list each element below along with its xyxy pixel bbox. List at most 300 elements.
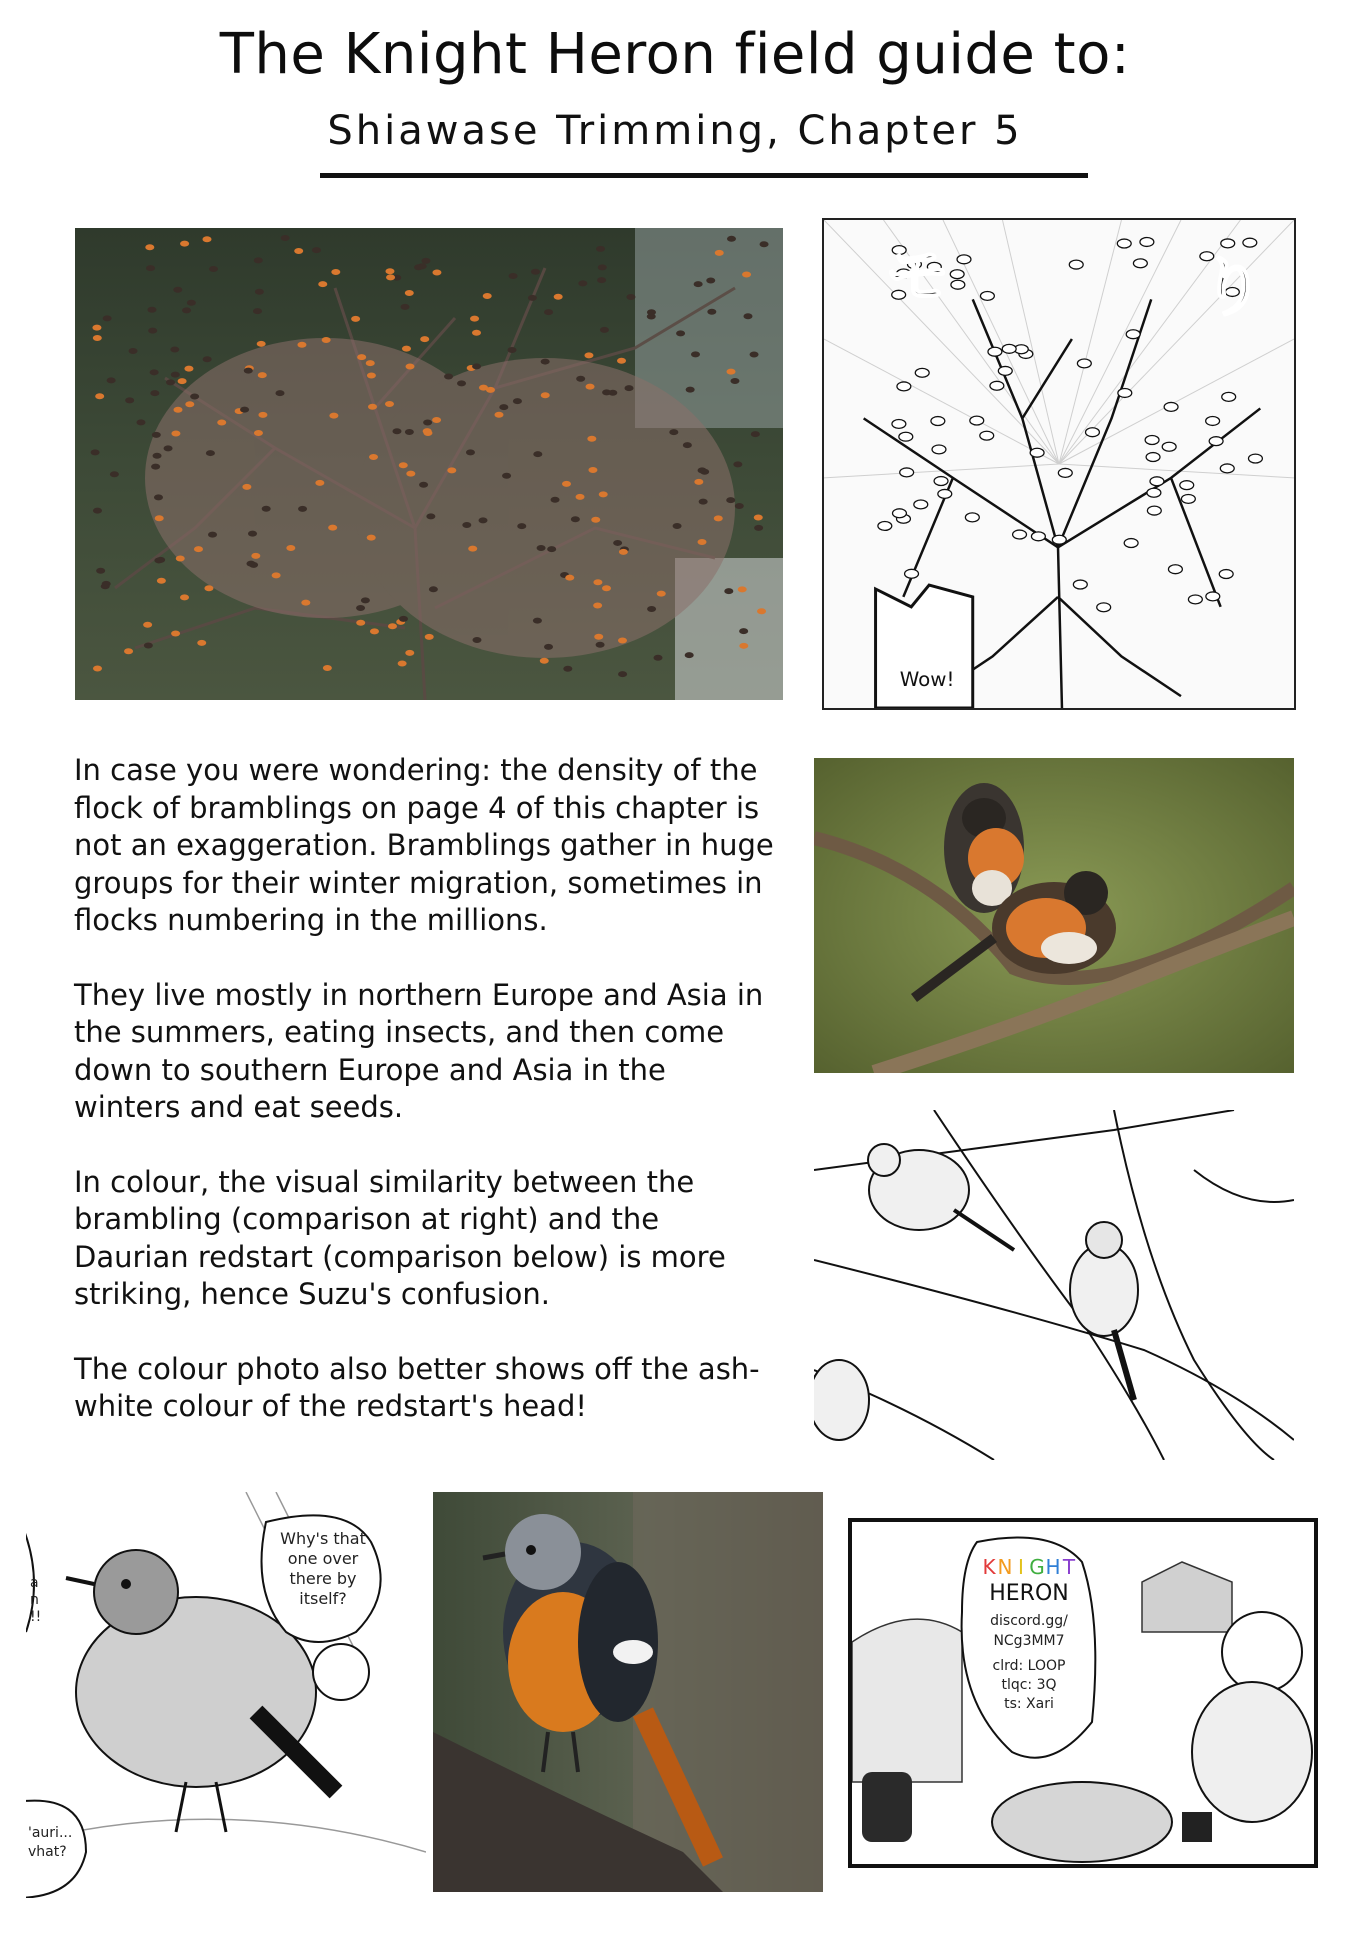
flock-bird bbox=[152, 432, 161, 438]
flock-bird bbox=[173, 287, 182, 293]
flock-bird bbox=[617, 358, 626, 364]
flock-bird bbox=[154, 494, 163, 500]
svg-text:Why's that: Why's that bbox=[280, 1529, 366, 1548]
manga-bird bbox=[1150, 477, 1164, 486]
flock-bird bbox=[619, 549, 628, 555]
flock-bird bbox=[254, 430, 263, 436]
edge-text-dauri: 'auri... bbox=[28, 1825, 73, 1841]
flock-bird bbox=[421, 258, 430, 264]
flock-bird bbox=[540, 658, 549, 664]
manga-bird bbox=[932, 445, 946, 454]
manga-bird bbox=[1206, 592, 1220, 601]
flock-bird bbox=[594, 634, 603, 640]
flock-bird bbox=[715, 250, 724, 256]
flock-bird bbox=[602, 585, 611, 591]
flock-bird bbox=[537, 545, 546, 551]
flock-bird bbox=[760, 241, 769, 247]
manga-bird bbox=[1147, 506, 1161, 515]
flock-bird bbox=[176, 556, 185, 562]
flock-bird bbox=[669, 429, 678, 435]
flock-bird bbox=[468, 546, 477, 552]
manga-bird bbox=[1086, 428, 1100, 437]
flock-bird bbox=[707, 309, 716, 315]
flock-bird bbox=[565, 575, 574, 581]
flock-bird bbox=[700, 469, 709, 475]
flock-bird bbox=[323, 665, 332, 671]
flock-bird bbox=[508, 347, 517, 353]
flock-bird bbox=[472, 363, 481, 369]
knight-letter: H bbox=[1045, 1555, 1061, 1579]
flock-bird bbox=[541, 392, 550, 398]
flock-bird bbox=[331, 269, 340, 275]
manga-bird bbox=[1164, 402, 1178, 411]
manga-bird bbox=[897, 382, 911, 391]
manga-bird bbox=[1124, 539, 1138, 548]
flock-bird bbox=[386, 274, 395, 280]
flock-bird bbox=[735, 503, 744, 509]
flock-bird bbox=[551, 497, 560, 503]
flock-bird bbox=[281, 235, 290, 241]
flock-bird bbox=[368, 404, 377, 410]
flock-bird bbox=[528, 295, 537, 301]
manga-bird bbox=[1220, 464, 1234, 473]
flock-bird bbox=[626, 294, 635, 300]
flock-bird bbox=[185, 401, 194, 407]
manga-bird bbox=[980, 431, 994, 440]
flock-bird bbox=[647, 606, 656, 612]
svg-text:there by: there by bbox=[289, 1569, 357, 1588]
flock-bird bbox=[107, 377, 116, 383]
flock-bird bbox=[91, 449, 100, 455]
flock-bird bbox=[101, 583, 110, 589]
sfx-ri: り bbox=[1200, 250, 1265, 325]
manga-bird bbox=[1030, 448, 1044, 457]
credits-panel bbox=[848, 1518, 1318, 1868]
manga-bird bbox=[1069, 260, 1083, 269]
wow-bubble-text: Wow! bbox=[899, 668, 955, 692]
flock-bird bbox=[598, 264, 607, 270]
flock-bird bbox=[370, 628, 379, 634]
flock-bird bbox=[499, 404, 508, 410]
flock-bird bbox=[406, 364, 415, 370]
flock-bird bbox=[727, 369, 736, 375]
paragraph-colour-photo: The colour photo also better shows off the ash-white colour of the redstart's head! bbox=[74, 1351, 760, 1423]
flock-bird bbox=[153, 453, 162, 459]
flock-bird bbox=[406, 471, 415, 477]
flock-bird bbox=[190, 394, 199, 400]
manga-bird bbox=[1180, 481, 1194, 490]
flock-bird bbox=[402, 346, 411, 352]
manga-bird bbox=[1097, 603, 1111, 612]
manga-redstart-panel bbox=[26, 1492, 426, 1898]
flock-bird bbox=[673, 523, 682, 529]
flock-bird bbox=[657, 591, 666, 597]
title-underline bbox=[320, 173, 1088, 178]
flock-bird bbox=[298, 506, 307, 512]
flock-bird bbox=[426, 513, 435, 519]
flock-bird bbox=[472, 330, 481, 336]
svg-text:itself?: itself? bbox=[299, 1589, 347, 1608]
manga-bird bbox=[1188, 595, 1202, 604]
manga-bird bbox=[1013, 530, 1027, 539]
edge-text-exclaim: !! bbox=[30, 1609, 42, 1625]
flock-bird bbox=[197, 640, 206, 646]
flock-bird bbox=[502, 473, 511, 479]
knight-letter: K bbox=[982, 1555, 996, 1579]
flock-bird bbox=[733, 461, 742, 467]
flock-bird bbox=[356, 605, 365, 611]
flock-bird bbox=[171, 372, 180, 378]
manga-bird bbox=[878, 521, 892, 530]
flock-bird bbox=[694, 479, 703, 485]
flock-bird bbox=[398, 661, 407, 667]
flock-bird bbox=[301, 600, 310, 606]
flock-bird bbox=[698, 539, 707, 545]
flock-bird bbox=[166, 379, 175, 385]
brambling-bird-back bbox=[944, 783, 1024, 913]
flock-bird bbox=[444, 374, 453, 380]
manga-bird bbox=[965, 513, 979, 522]
flock-bird bbox=[171, 631, 180, 637]
flock-bird bbox=[578, 280, 587, 286]
flock-bird bbox=[576, 494, 585, 500]
flock-bird bbox=[203, 356, 212, 362]
manga-bird bbox=[1168, 565, 1182, 574]
flock-bird bbox=[366, 360, 375, 366]
flock-bird bbox=[322, 337, 331, 343]
brambling-flock-photo bbox=[75, 228, 783, 700]
flock-bird bbox=[596, 246, 605, 252]
flock-bird bbox=[367, 535, 376, 541]
flock-bird bbox=[312, 247, 321, 253]
flock-bird bbox=[587, 436, 596, 442]
flock-bird bbox=[739, 628, 748, 634]
flock-bird bbox=[739, 643, 748, 649]
flock-bird bbox=[714, 515, 723, 521]
knight-letter: N bbox=[997, 1555, 1013, 1579]
flock-bird bbox=[388, 623, 397, 629]
flock-bird bbox=[151, 464, 160, 470]
flock-bird bbox=[429, 586, 438, 592]
flock-bird bbox=[730, 378, 739, 384]
flock-bird bbox=[155, 515, 164, 521]
flock-bird bbox=[187, 300, 196, 306]
flock-bird bbox=[206, 450, 215, 456]
flock-bird bbox=[588, 467, 597, 473]
manga-bird bbox=[893, 509, 907, 518]
flock-bird bbox=[357, 354, 366, 360]
flock-bird bbox=[93, 508, 102, 514]
flock-bird bbox=[399, 616, 408, 622]
flock-bird bbox=[178, 378, 187, 384]
flock-bird bbox=[170, 347, 179, 353]
flock-bird bbox=[95, 393, 104, 399]
flock-bird bbox=[157, 578, 166, 584]
flock-bird bbox=[576, 376, 585, 382]
flock-bird bbox=[110, 471, 119, 477]
manga-bird bbox=[899, 432, 913, 441]
manga-bird bbox=[1181, 494, 1195, 503]
manga-bird bbox=[1140, 238, 1154, 247]
manga-bird bbox=[900, 468, 914, 477]
flock-bird bbox=[584, 352, 593, 358]
flock-bird bbox=[124, 648, 133, 654]
discord-link-line1[interactable]: discord.gg/ bbox=[990, 1613, 1068, 1629]
manga-bird bbox=[1077, 359, 1091, 368]
sfx-mo: モ bbox=[885, 238, 949, 313]
flock-bird bbox=[294, 248, 303, 254]
flock-bird bbox=[144, 643, 153, 649]
flock-bird bbox=[494, 412, 503, 418]
flock-bird bbox=[599, 491, 608, 497]
flock-bird bbox=[385, 268, 394, 274]
manga-bird bbox=[1052, 535, 1066, 544]
flock-bird bbox=[315, 480, 324, 486]
flock-bird bbox=[180, 241, 189, 247]
flock-bird bbox=[466, 449, 475, 455]
flock-bird bbox=[751, 431, 760, 437]
flock-bird bbox=[286, 545, 295, 551]
manga-comparison-panel bbox=[814, 1110, 1294, 1460]
flock-bird bbox=[597, 277, 606, 283]
flock-bird bbox=[757, 608, 766, 614]
flock-bird bbox=[647, 313, 656, 319]
flock-bird bbox=[318, 281, 327, 287]
flock-bird bbox=[244, 368, 253, 374]
flock-bird bbox=[600, 327, 609, 333]
flock-bird bbox=[257, 341, 266, 347]
flock-bird bbox=[297, 342, 306, 348]
flock-bird bbox=[156, 557, 165, 563]
flock-bird bbox=[754, 514, 763, 520]
flock-bird bbox=[208, 532, 217, 538]
flock-bird bbox=[272, 572, 281, 578]
flock-bird bbox=[262, 506, 271, 512]
flock-bird bbox=[217, 419, 226, 425]
manga-bird bbox=[1126, 330, 1140, 339]
knight-letter: G bbox=[1029, 1555, 1045, 1579]
credit-clrd: clrd: LOOP bbox=[992, 1658, 1066, 1674]
flock-bird bbox=[248, 531, 257, 537]
flock-bird bbox=[625, 385, 634, 391]
paragraph-similarity: In colour, the visual similarity between the brambling (comparison at right) and the Daurian redstart (comparison below) is more striking, hence Suzu's confusion. bbox=[74, 1164, 726, 1311]
flock-bird bbox=[275, 390, 284, 396]
manga-bird bbox=[1117, 239, 1131, 248]
flock-bird bbox=[329, 413, 338, 419]
manga-flock-panel bbox=[822, 218, 1296, 710]
flock-bird bbox=[204, 585, 213, 591]
page-subtitle: Shiawase Trimming, Chapter 5 bbox=[327, 108, 1023, 154]
flock-bird bbox=[136, 419, 145, 425]
flock-bird bbox=[694, 281, 703, 287]
manga-bird bbox=[998, 366, 1012, 375]
flock-bird bbox=[509, 273, 518, 279]
flock-bird bbox=[513, 398, 522, 404]
flock-bird bbox=[246, 561, 255, 567]
brambling-pair-photo bbox=[814, 758, 1294, 1073]
manga-bird bbox=[1073, 580, 1087, 589]
flock-bird bbox=[258, 412, 267, 418]
flock-bird bbox=[414, 264, 423, 270]
flock-bird bbox=[541, 359, 550, 365]
manga-bird bbox=[931, 417, 945, 426]
edge-text-what: vhat? bbox=[28, 1844, 67, 1860]
flock-bird bbox=[399, 462, 408, 468]
manga-bird bbox=[1145, 436, 1159, 445]
flock-bird bbox=[547, 546, 556, 552]
flock-bird bbox=[432, 270, 441, 276]
svg-text:one over: one over bbox=[287, 1549, 359, 1568]
flock-bird bbox=[596, 642, 605, 648]
manga-bird bbox=[1118, 389, 1132, 398]
flock-bird bbox=[432, 417, 441, 423]
discord-link-line2[interactable]: NCg3MM7 bbox=[993, 1633, 1065, 1649]
flock-bird bbox=[150, 369, 159, 375]
manga-bird bbox=[905, 569, 919, 578]
flock-bird bbox=[405, 290, 414, 296]
flock-bird bbox=[683, 442, 692, 448]
flock-bird bbox=[401, 304, 410, 310]
flock-bird bbox=[173, 407, 182, 413]
flock-bird bbox=[727, 236, 736, 242]
flock-bird bbox=[253, 308, 262, 314]
flock-bird bbox=[150, 390, 159, 396]
flock-bird bbox=[240, 407, 249, 413]
credit-tlqc: tlqc: 3Q bbox=[1001, 1677, 1057, 1693]
edge-text-n: n bbox=[30, 1592, 39, 1608]
paragraph-range: They live mostly in northern Europe and Asia in the summers, eating insects, and then come down to southern Europe and Asia in the winters and eat seeds. bbox=[74, 977, 764, 1124]
flock-bird bbox=[92, 325, 101, 331]
manga-bird bbox=[990, 381, 1004, 390]
flock-bird bbox=[593, 579, 602, 585]
paragraph-density: In case you were wondering: the density of the flock of bramblings on page 4 of this chapter is not an exaggeration. Bramblings gather in huge groups for their winter migration, sometimes in flocks numbering in the millions. bbox=[74, 753, 774, 937]
manga-bird bbox=[1206, 416, 1220, 425]
manga-bird bbox=[938, 489, 952, 498]
flock-bird bbox=[593, 603, 602, 609]
redstart-photo bbox=[433, 1492, 823, 1892]
flock-bird bbox=[93, 666, 102, 672]
flock-bird bbox=[531, 269, 540, 275]
flock-bird bbox=[385, 401, 394, 407]
flock-bird bbox=[202, 236, 211, 242]
flock-bird bbox=[691, 351, 700, 357]
manga-bird bbox=[1146, 453, 1160, 462]
flock-bird bbox=[93, 335, 102, 341]
manga-bird bbox=[1219, 570, 1233, 579]
flock-bird bbox=[613, 540, 622, 546]
flock-bird bbox=[361, 597, 370, 603]
flock-bird bbox=[125, 397, 134, 403]
flock-bird bbox=[96, 568, 105, 574]
flock-bird bbox=[425, 634, 434, 640]
flock-bird bbox=[472, 637, 481, 643]
manga-bird bbox=[1162, 442, 1176, 451]
flock-bird bbox=[533, 618, 542, 624]
flock-bird bbox=[544, 309, 553, 315]
flock-bird bbox=[724, 588, 733, 594]
flock-bird bbox=[654, 655, 663, 661]
flock-bird bbox=[351, 316, 360, 322]
flock-bird bbox=[423, 430, 432, 436]
flock-bird bbox=[533, 451, 542, 457]
flock-bird bbox=[447, 467, 456, 473]
flock-bird bbox=[369, 454, 378, 460]
flock-bird bbox=[356, 620, 365, 626]
flock-bird bbox=[367, 372, 376, 378]
flock-bird bbox=[171, 430, 180, 436]
flock-bird bbox=[457, 380, 466, 386]
flock-bird bbox=[591, 517, 600, 523]
flock-bird bbox=[618, 671, 627, 677]
flock-bird bbox=[145, 244, 154, 250]
flock-bird bbox=[483, 293, 492, 299]
flock-bird bbox=[706, 278, 715, 284]
flock-bird bbox=[143, 622, 152, 628]
flock-bird bbox=[743, 313, 752, 319]
flock-bird bbox=[184, 366, 193, 372]
flock-bird bbox=[602, 389, 611, 395]
flock-bird bbox=[699, 499, 708, 505]
manga-bird bbox=[914, 500, 928, 509]
manga-bird bbox=[1031, 532, 1045, 541]
flock-bird bbox=[479, 517, 488, 523]
flock-bird bbox=[255, 289, 264, 295]
manga-bird bbox=[1147, 488, 1161, 497]
edge-text-a: a bbox=[30, 1575, 39, 1591]
flock-bird bbox=[328, 525, 337, 531]
flock-bird bbox=[685, 652, 694, 658]
flock-bird bbox=[517, 523, 526, 529]
manga-bird bbox=[1058, 468, 1072, 477]
manga-bird bbox=[950, 270, 964, 279]
knight-letter: I bbox=[1018, 1555, 1024, 1579]
flock-bird bbox=[726, 497, 735, 503]
flock-bird bbox=[742, 272, 751, 278]
manga-bird bbox=[1002, 344, 1016, 353]
flock-bird bbox=[258, 372, 267, 378]
flock-bird bbox=[148, 328, 157, 334]
flock-bird bbox=[103, 315, 112, 321]
manga-bird bbox=[1243, 238, 1257, 247]
flock-bird bbox=[251, 553, 260, 559]
manga-bird bbox=[1221, 239, 1235, 248]
manga-bird bbox=[988, 347, 1002, 356]
manga-bird bbox=[957, 255, 971, 264]
flock-bird bbox=[470, 316, 479, 322]
manga-bird bbox=[980, 291, 994, 300]
flock-bird bbox=[420, 336, 429, 342]
girl-head bbox=[313, 1644, 369, 1700]
manga-bird bbox=[951, 280, 965, 289]
flock-bird bbox=[392, 428, 401, 434]
manga-bird bbox=[1249, 454, 1263, 463]
flock-bird bbox=[686, 387, 695, 393]
flock-bird bbox=[562, 481, 571, 487]
page-title: The Knight Heron field guide to: bbox=[219, 22, 1131, 87]
flock-bird bbox=[571, 516, 580, 522]
flock-bird bbox=[754, 525, 763, 531]
flock-bird bbox=[147, 307, 156, 313]
flock-bird bbox=[676, 330, 685, 336]
flock-bird bbox=[254, 257, 263, 263]
flock-bird bbox=[479, 385, 488, 391]
manga-bird bbox=[1209, 437, 1223, 446]
flock-bird bbox=[405, 429, 414, 435]
flock-bird bbox=[146, 265, 155, 271]
flock-bird bbox=[129, 348, 138, 354]
flock-bird bbox=[242, 484, 251, 490]
flock-bird bbox=[563, 666, 572, 672]
